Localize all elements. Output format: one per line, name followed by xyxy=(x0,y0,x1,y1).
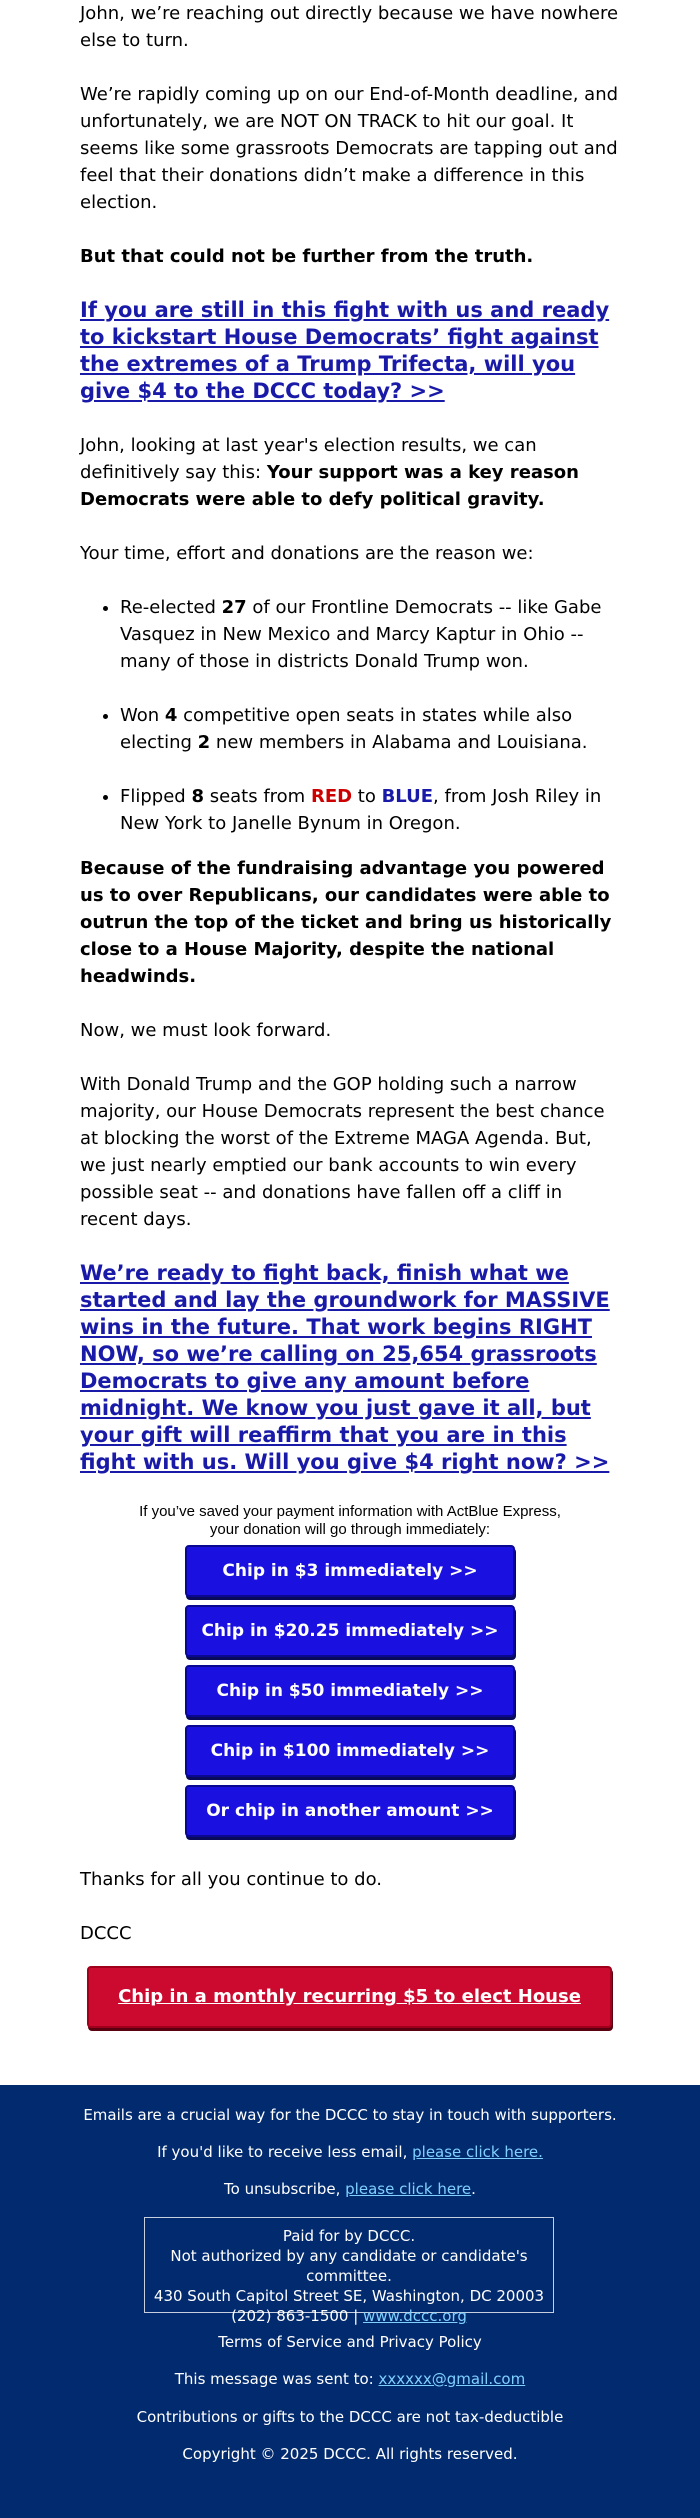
donation-buttons xyxy=(80,1545,620,1845)
blue-label: BLUE xyxy=(381,786,434,807)
bullet-number: 2 xyxy=(197,732,211,753)
results-paragraph xyxy=(80,432,620,513)
results-text: John, looking at last year's election results, we can definitively say this: xyxy=(80,435,537,483)
bullet-text: to xyxy=(352,786,382,807)
bullet-text: Won xyxy=(120,705,165,726)
bullet-number: 4 xyxy=(164,705,178,726)
less-email-text: If you'd like to receive less email, xyxy=(157,2143,413,2161)
address-line: 430 South Capitol Street SE, Washington, DC 20003 xyxy=(153,2287,545,2305)
deadline-paragraph: We’re rapidly coming up on our End-of-Month deadline, and unfortunately, we are NOT ON TRACK to hit our goal. It seems like some grassroots Democrats are tapping out and feel that their donations didn’t make a difference in this election. xyxy=(80,84,619,213)
express-line-1: If you’ve saved your payment information with ActBlue Express, xyxy=(139,1503,561,1520)
reasons-intro: Your time, effort and donations are the reason we: xyxy=(80,543,534,564)
intro-paragraph: John, we’re reaching out directly because we have nowhere else to turn. xyxy=(80,3,619,51)
website-link[interactable]: www.dccc.org xyxy=(363,2307,467,2325)
bullet-text: , from Josh Riley in New York to Janelle Bynum in Oregon. xyxy=(120,786,602,834)
donate-ask-link-1-wrap xyxy=(80,297,620,405)
terms-privacy-link[interactable]: Terms of Service and Privacy Policy xyxy=(218,2333,482,2351)
bullet-text: of our Frontline Democrats -- like Gabe Vasquez in New Mexico and Marcy Kaptur in Ohio -- many of those in districts Donald Trump won. xyxy=(120,597,602,672)
thanks-line: Thanks for all you continue to do. xyxy=(80,1869,383,1890)
chip-in-100-button[interactable]: Chip in $100 immediately >> xyxy=(185,1725,515,1777)
recipient-email-link[interactable]: xxxxxx@gmail.com xyxy=(378,2370,526,2388)
donate-ask-link-2-wrap xyxy=(80,1260,620,1476)
list-item xyxy=(120,783,620,837)
bullet-text: seats from xyxy=(203,786,311,807)
sent-to-line xyxy=(0,2369,700,2389)
chip-in-20-25-button[interactable]: Chip in $20.25 immediately >> xyxy=(185,1605,515,1657)
bullet-number: 8 xyxy=(191,786,204,807)
donate-ask-link-2[interactable]: We’re ready to fight back, finish what we started and lay the groundwork for MASSIVE wins in the future. That work begins RIGHT NOW, so we’re calling on 25,654 grassroots Democrats to give any amount before midnight. We know you just gave it all, but your gift will reaffirm that you are in this fight with us. Will you give $4 right now? >> xyxy=(80,1261,610,1474)
bullet-text: competitive open seats in states while also electing xyxy=(120,705,573,753)
unsubscribe-link[interactable]: please click here xyxy=(345,2180,472,2198)
tax-deductible-note: Contributions or gifts to the DCCC are not tax-deductible xyxy=(136,2408,564,2426)
copyright: Copyright © 2025 DCCC. All rights reserved. xyxy=(182,2445,518,2463)
look-forward-paragraph: Now, we must look forward. xyxy=(80,1020,332,1041)
chip-in-other-amount-button[interactable]: Or chip in another amount >> xyxy=(185,1785,515,1837)
fundraising-advantage-paragraph: Because of the fundraising advantage you powered us to over Republicans, our candidates were able to outrun the top of the ticket and bring us historically close to a House Majority, despite the national headwinds. xyxy=(80,858,612,987)
list-item xyxy=(120,594,620,675)
footer-less-email xyxy=(0,2142,700,2162)
footer-unsubscribe xyxy=(0,2179,700,2199)
less-email-link[interactable]: please click here. xyxy=(412,2143,543,2161)
footer xyxy=(0,2085,700,2518)
sent-to-text: This message was sent to: xyxy=(174,2370,379,2388)
signature: DCCC xyxy=(80,1923,132,1944)
paid-for-line: Paid for by DCCC. xyxy=(282,2227,416,2245)
email-body xyxy=(80,0,620,1947)
red-label: RED xyxy=(310,786,353,807)
paid-for-box xyxy=(144,2217,554,2325)
bullet-text: new members in Alabama and Louisiana. xyxy=(210,732,588,753)
actblue-express-note xyxy=(80,1503,620,1539)
narrow-majority-paragraph: With Donald Trump and the GOP holding such a narrow majority, our House Democrats represent the best chance at blocking the worst of the Extreme MAGA Agenda. But, we just nearly emptied our bank accounts to win every possible seat -- and donations have fallen off a cliff in recent days. xyxy=(80,1074,605,1230)
bullet-text: Flipped xyxy=(120,786,192,807)
not-authorized-line: Not authorized by any candidate or candidate's committee. xyxy=(170,2247,528,2285)
bullet-number: 27 xyxy=(221,597,247,618)
achievements-list xyxy=(80,594,620,837)
bullet-text: Re-elected xyxy=(120,597,222,618)
chip-in-50-button[interactable]: Chip in $50 immediately >> xyxy=(185,1665,515,1717)
footer-email-note: Emails are a crucial way for the DCCC to stay in touch with supporters. xyxy=(83,2106,617,2124)
truth-statement: But that could not be further from the truth. xyxy=(80,246,534,267)
chip-in-3-button[interactable]: Chip in $3 immediately >> xyxy=(185,1545,515,1597)
monthly-recurring-button[interactable]: Chip in a monthly recurring $5 to elect House Dems >> xyxy=(87,1966,612,2028)
results-bold-text: Your support was a key reason Democrats were able to defy political gravity. xyxy=(80,462,579,510)
unsubscribe-end: . xyxy=(471,2180,476,2198)
express-line-2: your donation will go through immediately: xyxy=(209,1521,491,1538)
contact-line xyxy=(145,2306,553,2326)
list-item xyxy=(120,702,620,756)
donate-ask-link-1[interactable]: If you are still in this fight with us and ready to kickstart House Democrats’ fight against the extremes of a Trump Trifecta, will you give $4 to the DCCC today? >> xyxy=(80,298,610,403)
unsubscribe-text: To unsubscribe, xyxy=(224,2180,346,2198)
phone-number: (202) 863-1500 | xyxy=(231,2307,364,2325)
